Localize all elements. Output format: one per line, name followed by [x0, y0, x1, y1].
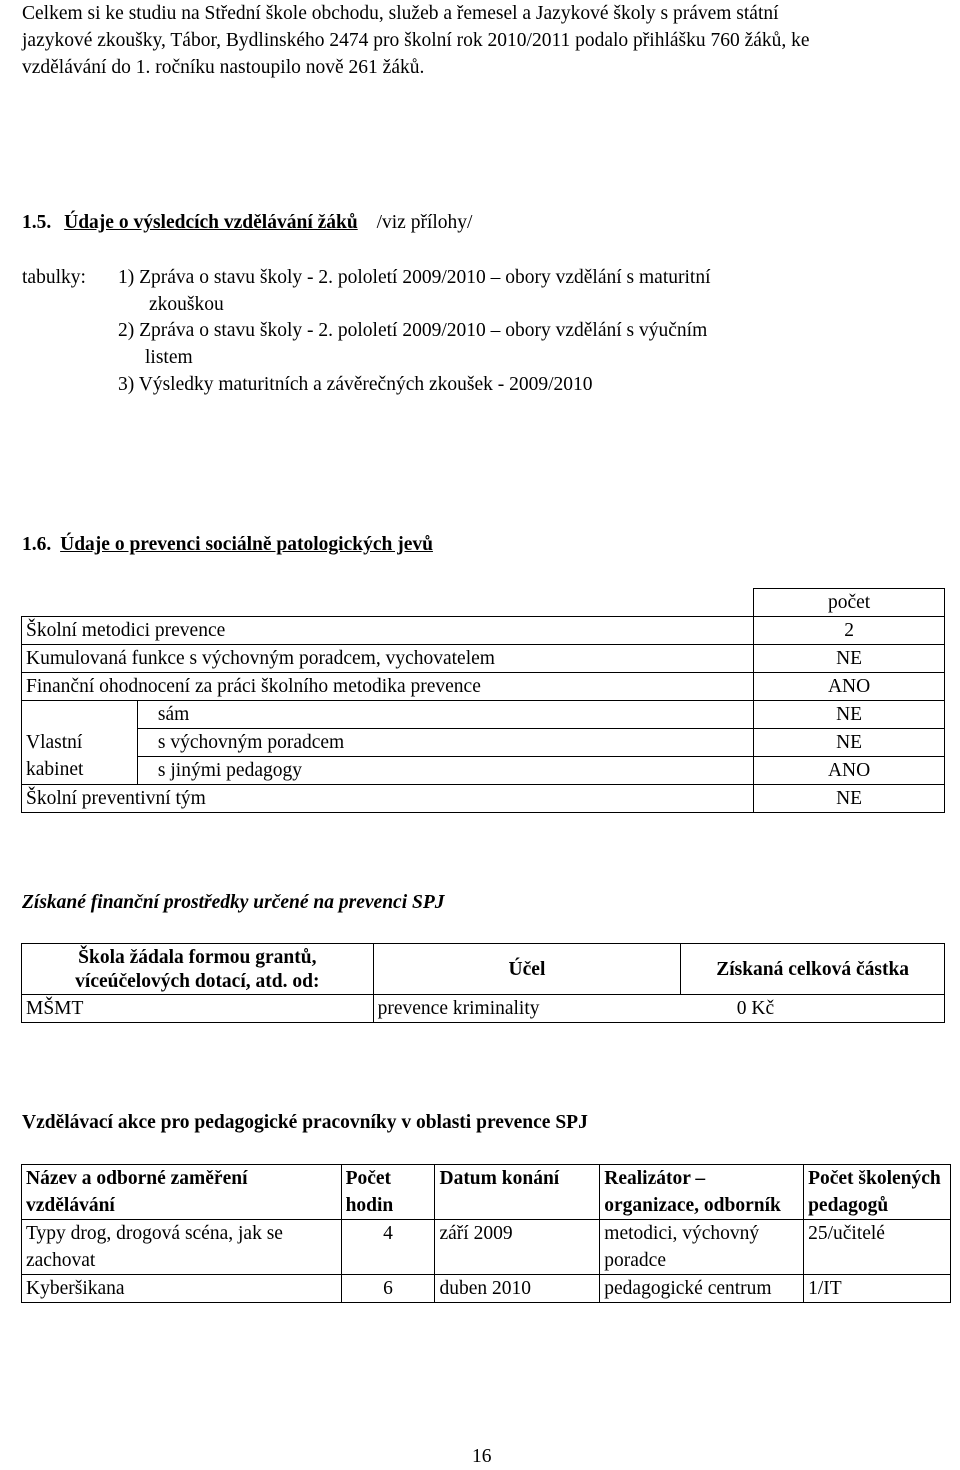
edu-header: Název a odborné zaměření vzdělávání — [22, 1165, 342, 1220]
page-number: 16 — [472, 1446, 492, 1467]
section-number: 1.6. — [22, 534, 52, 555]
edu-cell-name: Kyberšikana — [22, 1275, 342, 1303]
edu-cell-count: 1/IT — [804, 1275, 951, 1303]
cabinet-label: Vlastní kabinet — [22, 701, 138, 785]
row-value: NE — [754, 785, 945, 813]
table-row — [22, 729, 945, 757]
edu-cell-name: Typy drog, drogová scéna, jak se zachovat — [22, 1220, 342, 1275]
prevention-table — [21, 588, 945, 813]
table-row — [22, 1275, 951, 1303]
report-item-1: 1) Zpráva o stavu školy - 2. pololetí 2009/2010 – obory vzdělání s maturitní — [118, 267, 711, 288]
intro-line-3: vzdělávání do 1. ročníku nastoupilo nově 261 žáků. — [22, 57, 425, 78]
row-label: Finanční ohodnocení za práci školního metodika prevence — [22, 673, 754, 701]
funds-amount: 0 Kč — [681, 995, 945, 1023]
intro-paragraph — [22, 0, 952, 81]
funds-header-source: Škola žádala formou grantů, víceúčelových dotací, atd. od: — [22, 944, 374, 995]
table-row — [22, 617, 945, 645]
edu-cell-date: září 2009 — [435, 1220, 600, 1275]
section-number: 1.5. — [22, 212, 52, 233]
table-row — [22, 589, 945, 617]
row-value: ANO — [754, 673, 945, 701]
edu-table — [21, 1164, 951, 1303]
intro-line-2: jazykové zkoušky, Tábor, Bydlinského 2474 pro školní rok 2010/2011 podalo přihlášku 760 žáků, ke — [22, 30, 810, 51]
section-1-6-heading — [22, 534, 433, 556]
edu-header: Realizátor – organizace, odborník — [600, 1165, 804, 1220]
funds-purpose: prevence kriminality — [373, 995, 681, 1023]
tables-label: tabulky: — [22, 267, 86, 288]
edu-cell-hours: 4 — [341, 1220, 435, 1275]
row-value: NE — [754, 729, 945, 757]
funds-header-purpose: Účel — [373, 944, 681, 995]
edu-cell-organizer: metodici, výchovný poradce — [600, 1220, 804, 1275]
section-1-5-heading — [22, 212, 472, 234]
row-label: s výchovným poradcem — [137, 729, 753, 757]
edu-cell-count: 25/učitelé — [804, 1220, 951, 1275]
row-label: Kumulovaná funkce s výchovným poradcem, vychovatelem — [22, 645, 754, 673]
intro-line-1: Celkem si ke studiu na Střední škole obchodu, služeb a řemesel a Jazykové školy s právem státní — [22, 3, 779, 24]
section-title: Údaje o prevenci sociálně patologických jevů — [60, 534, 433, 555]
edu-cell-date: duben 2010 — [435, 1275, 600, 1303]
count-header: počet — [754, 589, 945, 617]
funds-title: Získané finanční prostředky určené na prevenci SPJ — [22, 892, 445, 913]
report-item-2-cont: listem — [145, 347, 193, 368]
row-label: Školní preventivní tým — [22, 785, 754, 813]
funds-table — [21, 943, 945, 1023]
table-row — [22, 785, 945, 813]
row-label: s jinými pedagogy — [137, 757, 753, 785]
table-row — [22, 944, 945, 995]
funds-header-amount: Získaná celková částka — [681, 944, 945, 995]
row-value: NE — [754, 701, 945, 729]
row-value: 2 — [754, 617, 945, 645]
row-label: Školní metodici prevence — [22, 617, 754, 645]
table-row — [22, 757, 945, 785]
report-item-1-cont: zkouškou — [149, 294, 224, 315]
table-row — [22, 1165, 951, 1220]
report-item-3: 3) Výsledky maturitních a závěrečných zkoušek - 2009/2010 — [118, 374, 593, 395]
table-row — [22, 673, 945, 701]
report-item-2: 2) Zpráva o stavu školy - 2. pololetí 2009/2010 – obory vzdělání s výučním — [118, 320, 708, 341]
edu-title: Vzdělávací akce pro pedagogické pracovníky v oblasti prevence SPJ — [22, 1112, 588, 1133]
funds-source: MŠMT — [22, 995, 374, 1023]
edu-header: Datum konání — [435, 1165, 600, 1220]
row-value: NE — [754, 645, 945, 673]
section-title: Údaje o výsledcích vzdělávání žáků — [64, 212, 358, 233]
edu-header: Počet školených pedagogů — [804, 1165, 951, 1220]
table-row — [22, 701, 945, 729]
section-suffix: /viz přílohy/ — [376, 212, 473, 233]
table-row — [22, 645, 945, 673]
table-row — [22, 1220, 951, 1275]
table-row — [22, 995, 945, 1023]
edu-header: Počet hodin — [341, 1165, 435, 1220]
edu-cell-organizer: pedagogické centrum — [600, 1275, 804, 1303]
row-label: sám — [137, 701, 753, 729]
row-value: ANO — [754, 757, 945, 785]
edu-cell-hours: 6 — [341, 1275, 435, 1303]
